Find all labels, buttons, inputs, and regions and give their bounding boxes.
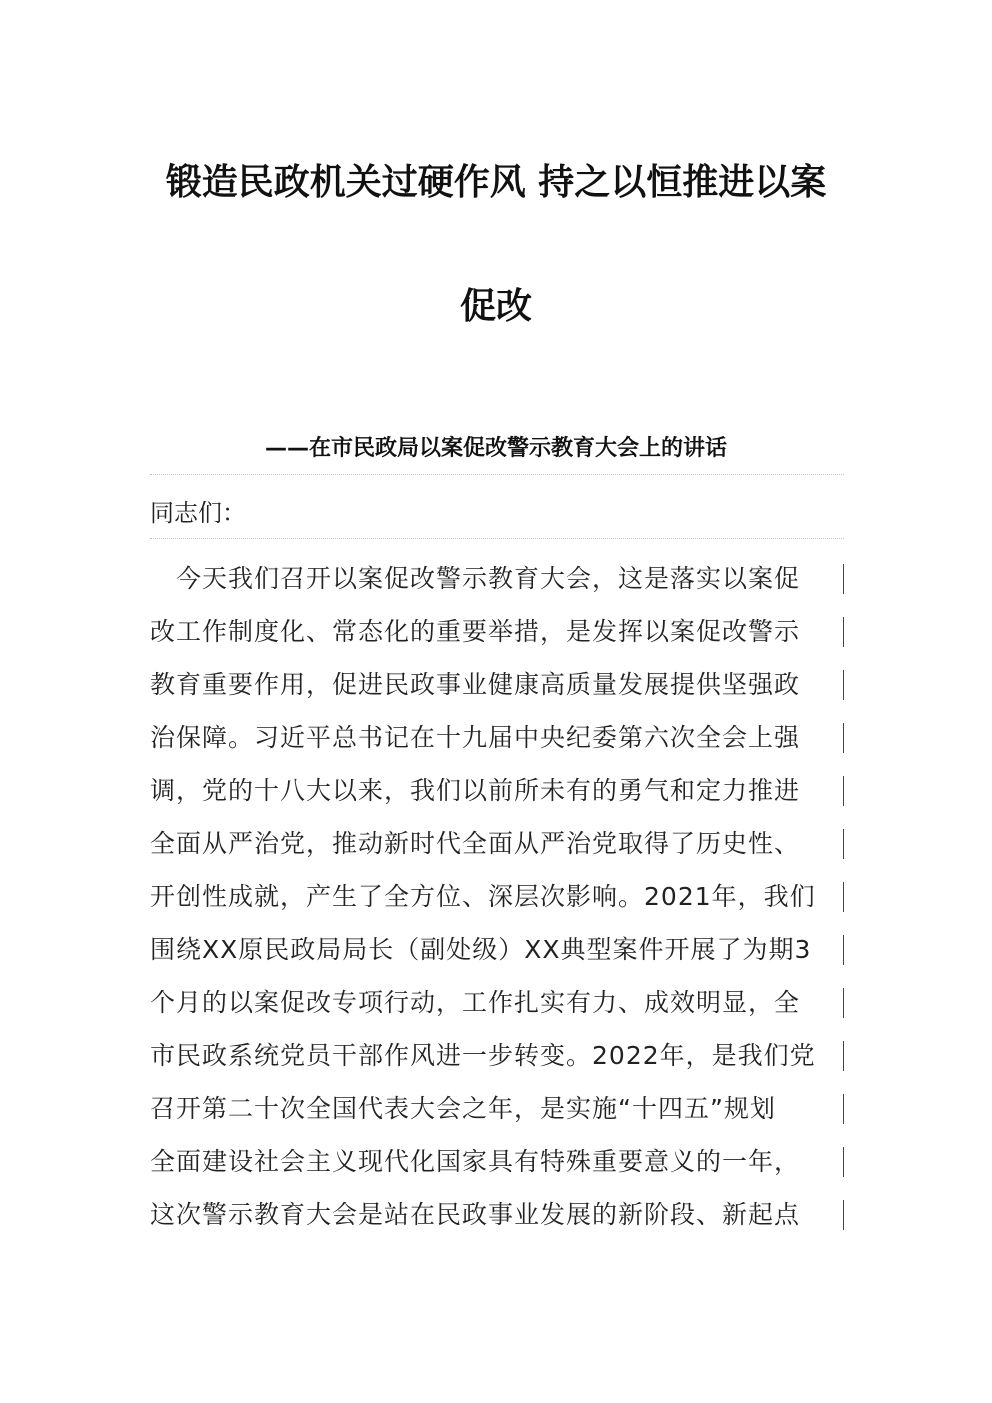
text-boundary-mark — [843, 935, 844, 965]
text-boundary-mark — [843, 776, 844, 806]
text-boundary-mark — [843, 829, 844, 859]
body-line: 召开第二十次全国代表大会之年，是实施“十四五”规划 — [150, 1094, 776, 1123]
body-line: 开创性成就，产生了全方位、深层次影响。2021年，我们 — [150, 882, 816, 911]
salutation: 同志们： — [150, 499, 246, 527]
text-boundary-mark — [843, 723, 844, 753]
body-line: 今天我们召开以案促改警示教育大会，这是落实以案促 — [150, 564, 801, 593]
body-line: 全面建设社会主义现代化国家具有特殊重要意义的一年， — [150, 1147, 801, 1176]
body-line: 市民政系统党员干部作风进一步转变。2022年，是我们党 — [150, 1041, 816, 1070]
subtitle: ——在市民政局以案促改警示教育大会上的讲话 — [264, 436, 727, 461]
text-boundary-mark — [843, 670, 844, 700]
text-boundary-mark — [843, 988, 844, 1018]
body-line: 这次警示教育大会是站在民政事业发展的新阶段、新起点 — [150, 1200, 801, 1229]
divider-dotted-top — [150, 474, 844, 475]
body-line: 改工作制度化、常态化的重要举措，是发挥以案促改警示 — [150, 617, 801, 646]
body-line: 调，党的十八大以来，我们以前所未有的勇气和定力推进 — [150, 776, 801, 805]
divider-dotted-bottom — [150, 538, 844, 539]
text-boundary-mark — [843, 1147, 844, 1177]
title-line-1: 锻造民政机关过硬作风 持之以恒推进以案 — [165, 161, 827, 203]
title-line-2: 促改 — [459, 285, 532, 327]
body-line: 教育重要作用，促进民政事业健康高质量发展提供坚强政 — [150, 670, 801, 699]
body-line: 个月的以案促改专项行动，工作扎实有力、成效明显，全 — [150, 988, 801, 1017]
body-line: 全面从严治党，推动新时代全面从严治党取得了历史性、 — [150, 829, 801, 858]
text-boundary-mark — [843, 617, 844, 647]
text-boundary-mark — [843, 882, 844, 912]
text-boundary-mark — [843, 564, 844, 594]
text-boundary-mark — [843, 1041, 844, 1071]
text-boundary-mark — [843, 1094, 844, 1124]
body-line: 围绕XX原民政局局长（副处级）XX典型案件开展了为期3 — [150, 935, 812, 964]
text-boundary-mark — [843, 1200, 844, 1230]
body-line: 治保障。习近平总书记在十九届中央纪委第六次全会上强 — [150, 723, 801, 752]
